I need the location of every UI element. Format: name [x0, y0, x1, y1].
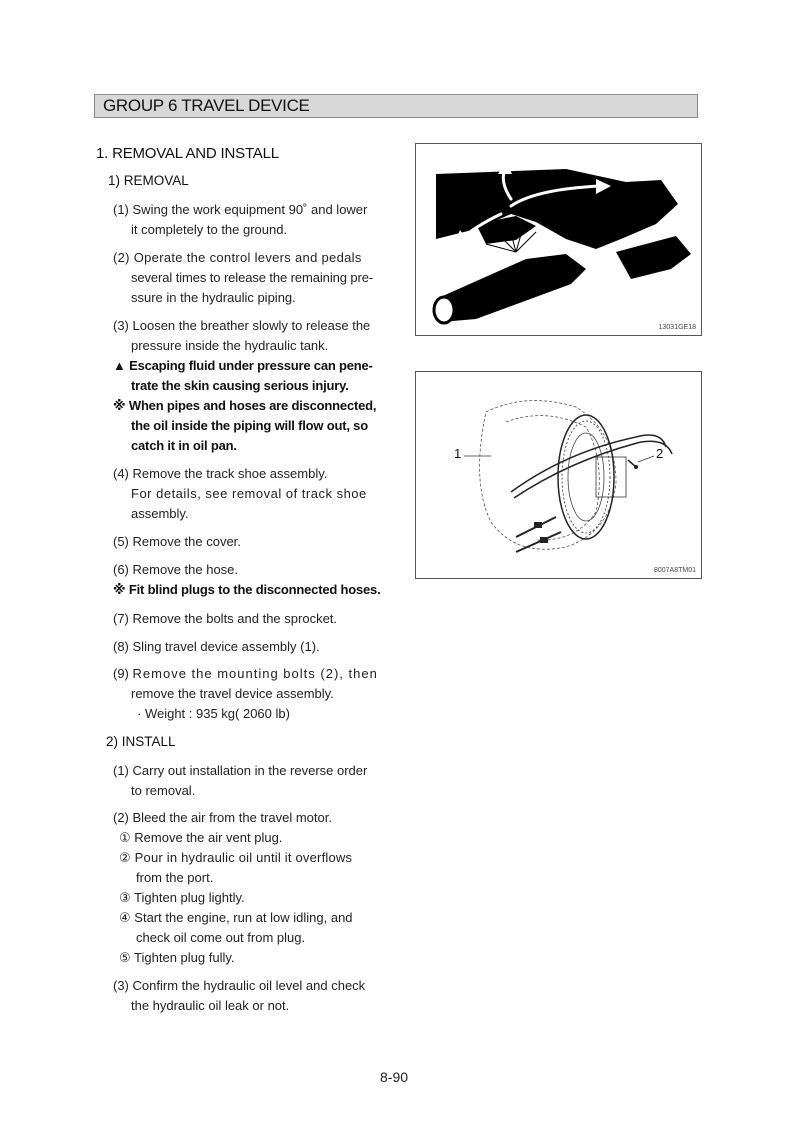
step-number: (7): [113, 611, 129, 626]
install-substep-2: [119, 848, 352, 888]
step-text: the hydraulic oil leak or not.: [131, 998, 290, 1013]
figure-travel-device: [415, 371, 702, 579]
note-text: When pipes and hoses are disconnected,: [128, 398, 377, 413]
step-text: Bleed the air from the travel motor.: [132, 810, 332, 825]
step-text: Remove the hose.: [132, 562, 239, 577]
group-title: GROUP 6 TRAVEL DEVICE: [94, 94, 698, 118]
step-text: Loosen the breather slowly to release the: [132, 318, 371, 333]
caution-note-1: [113, 396, 376, 456]
step-text: Operate the control levers and pedals: [133, 250, 362, 265]
step-number: (9): [113, 666, 129, 681]
weight-spec: · Weight : 935 kg( 2060 lb): [137, 706, 290, 721]
step-number: (3): [113, 318, 129, 333]
step-number: (1): [113, 202, 129, 217]
note-text: the oil inside the piping will flow out, so: [131, 418, 368, 433]
figure-code: 13031GE18: [658, 324, 696, 331]
warning-icon: ▲: [113, 358, 126, 373]
circled-number: ①: [119, 830, 131, 845]
step-number: (8): [113, 639, 129, 654]
step-text: check oil come out from plug.: [136, 930, 306, 945]
removal-title: 1) REMOVAL: [108, 173, 189, 188]
circled-number: ③: [119, 890, 131, 905]
step-text: ssure in the hydraulic piping.: [131, 290, 296, 305]
step-text: Remove the air vent plug.: [134, 830, 283, 845]
removal-step-2: [113, 248, 373, 308]
caution-note-2: [113, 580, 381, 600]
step-text: to removal.: [131, 783, 196, 798]
step-text: Sling travel device assembly (1).: [132, 639, 320, 654]
step-text: remove the travel device assembly.: [131, 686, 334, 701]
callout-2: 2: [656, 446, 664, 461]
removal-step-1: [113, 200, 367, 240]
step-text: Carry out installation in the reverse order: [132, 763, 368, 778]
note-text: Fit blind plugs to the disconnected hoses.: [128, 582, 381, 597]
install-substep-3: [119, 888, 245, 908]
step-number: (6): [113, 562, 129, 577]
note-text: catch it in oil pan.: [131, 438, 237, 453]
step-text: several times to release the remaining pre-: [131, 270, 374, 285]
step-number: (3): [113, 978, 129, 993]
circled-number: ⑤: [119, 950, 131, 965]
figure-pressure-hazard: [415, 143, 702, 336]
warning-text: trate the skin causing serious injury.: [131, 378, 349, 393]
step-text: Tighten plug fully.: [134, 950, 235, 965]
reference-mark-icon: ※: [113, 398, 126, 413]
step-text: Remove the track shoe assembly.: [132, 466, 328, 481]
install-substep-1: [119, 828, 282, 848]
step-number: (5): [113, 534, 129, 549]
circled-number: ④: [119, 910, 131, 925]
install-title: 2) INSTALL: [106, 734, 176, 749]
step-text: assembly.: [131, 506, 189, 521]
removal-step-8: [113, 637, 320, 657]
section-title: 1. REMOVAL AND INSTALL: [96, 145, 279, 162]
step-text: Pour in hydraulic oil until it overflows: [134, 850, 353, 865]
pressure-hazard-illustration: [416, 144, 701, 335]
install-step-3: [113, 976, 365, 1016]
step-text: Confirm the hydraulic oil level and check: [132, 978, 366, 993]
removal-step-9: [113, 664, 378, 724]
removal-step-5: [113, 532, 241, 552]
step-number: (2): [113, 810, 129, 825]
removal-step-7: [113, 609, 337, 629]
step-number: (4): [113, 466, 129, 481]
step-text: Start the engine, run at low idling, and: [134, 910, 353, 925]
step-text: it completely to the ground.: [131, 222, 288, 237]
install-step-2: [113, 808, 332, 828]
step-text: pressure inside the hydraulic tank.: [131, 338, 329, 353]
warning-note: [113, 356, 373, 396]
step-text: Remove the mounting bolts (2), then: [132, 666, 378, 681]
step-text: Remove the cover.: [132, 534, 241, 549]
step-text: For details, see removal of track shoe: [131, 486, 367, 501]
callout-1: 1: [454, 446, 462, 461]
step-text: from the port.: [136, 870, 214, 885]
step-text: Remove the bolts and the sprocket.: [132, 611, 338, 626]
step-number: (2): [113, 250, 130, 265]
travel-device-drawing: [416, 372, 701, 578]
removal-step-6: [113, 560, 238, 580]
reference-mark-icon: ※: [113, 582, 126, 597]
removal-step-3: [113, 316, 370, 356]
install-substep-4: [119, 908, 353, 948]
page-number: 8-90: [380, 1069, 409, 1085]
install-substep-5: [119, 948, 235, 968]
step-text: Swing the work equipment 90˚ and lower: [132, 202, 368, 217]
warning-text: Escaping fluid under pressure can pene-: [129, 358, 373, 373]
circled-number: ②: [119, 850, 131, 865]
removal-step-4: [113, 464, 367, 524]
step-text: Tighten plug lightly.: [134, 890, 245, 905]
figure-code: 8007A8TM01: [653, 567, 696, 574]
step-number: (1): [113, 763, 129, 778]
install-step-1: [113, 761, 367, 801]
